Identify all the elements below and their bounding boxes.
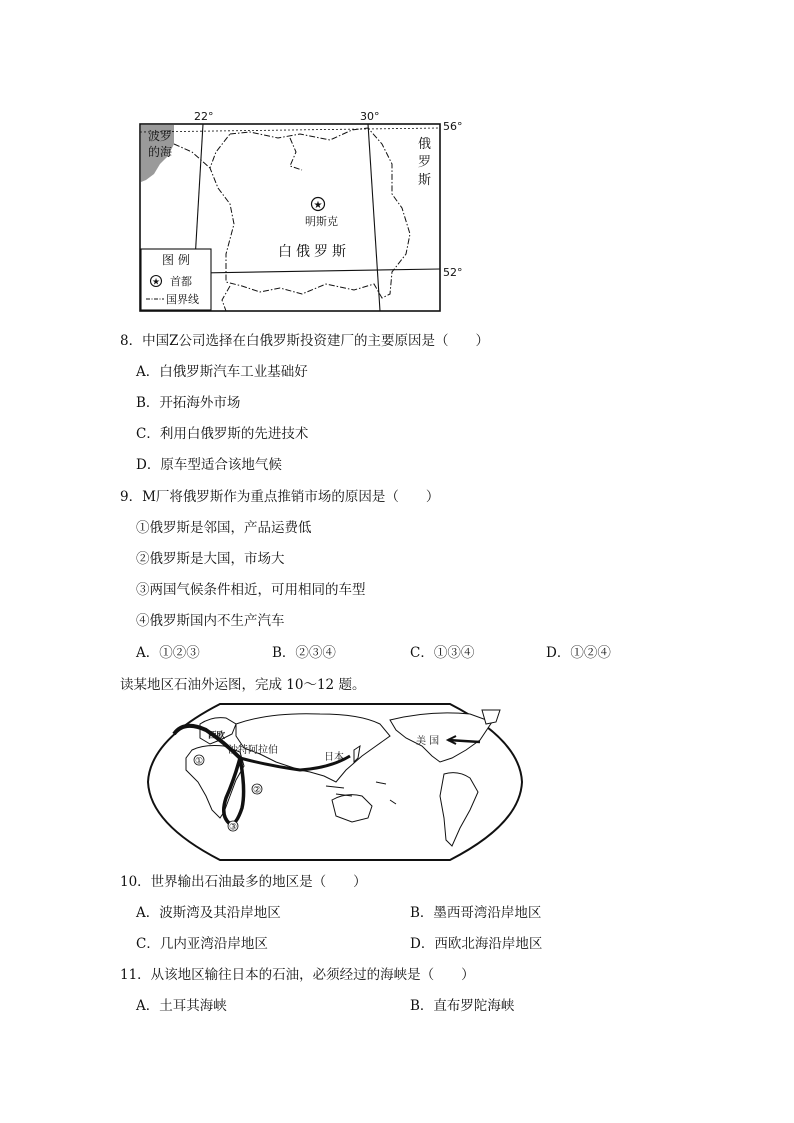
route-marker-2 [252, 784, 262, 796]
q8-option-b: B．开拓海外市场 [136, 395, 241, 411]
japan-label: 日本 [324, 752, 344, 763]
q9-option-d: D．①②④ [546, 645, 611, 661]
belarus-map [130, 104, 475, 314]
q11-stem: 11．从该地区输往日本的石油，必须经过的海峡是（ ） [120, 967, 475, 983]
q11-option-b: B．直布罗陀海峡 [410, 998, 515, 1014]
route-marker-3 [228, 821, 238, 833]
q10-option-d: D．西欧北海沿岸地区 [410, 936, 543, 952]
lat-52-label: 52° [443, 266, 463, 279]
capital-star-icon [312, 198, 325, 212]
lon-30-label: 30° [360, 110, 380, 123]
q10-stem: 10．世界输出石油最多的地区是（ ） [120, 874, 367, 890]
legend-title: 图 例 [162, 253, 190, 267]
saudi-arabia-label: 沙特阿拉伯 [228, 745, 278, 756]
russia-label-1: 俄 [418, 137, 432, 152]
svg-text:★: ★ [151, 277, 161, 288]
q10-option-b: B．墨西哥湾沿岸地区 [410, 905, 542, 921]
route-marker-1 [194, 755, 204, 767]
legend-capital-label: 首都 [170, 275, 192, 288]
baltic-sea-label-1: 波罗 [148, 129, 173, 143]
q9-option-c: C．①③④ [410, 645, 475, 661]
russia-label-2: 罗 [418, 155, 432, 170]
legend-border-label: 国界线 [166, 293, 199, 306]
baltic-sea-label-2: 的海 [148, 145, 173, 159]
q8-option-c: C．利用白俄罗斯的先进技术 [136, 426, 309, 442]
q9-item-1: ①俄罗斯是邻国，产品运费低 [136, 520, 312, 536]
intro-text: 读某地区石油外运图，完成 10～12 题。 [120, 677, 366, 693]
svg-text:★: ★ [313, 200, 323, 211]
west-europe-label: 西欧 [208, 731, 226, 741]
world-oil-map [140, 700, 530, 866]
lat-56-label: 56° [443, 120, 463, 133]
capital-label: 明斯克 [305, 215, 338, 228]
q11-option-a: A．土耳其海峡 [136, 998, 227, 1014]
usa-label: 美 国 [416, 736, 440, 747]
q9-option-b: B．②③④ [272, 645, 336, 661]
svg-text:②: ② [252, 785, 262, 796]
legend-star-icon [151, 276, 162, 288]
q9-option-a: A．①②③ [136, 645, 200, 661]
q8-option-d: D．原车型适合该地气候 [136, 457, 282, 473]
q9-item-4: ④俄罗斯国内不生产汽车 [136, 613, 285, 629]
country-label: 白俄罗斯 [278, 244, 350, 260]
lon-22-label: 22° [194, 110, 214, 123]
q10-option-c: C．几内亚湾沿岸地区 [136, 936, 268, 952]
q9-stem: 9．M厂将俄罗斯作为重点推销市场的原因是（ ） [120, 489, 440, 505]
russia-label-3: 斯 [418, 173, 432, 188]
svg-text:③: ③ [228, 822, 238, 833]
svg-text:①: ① [194, 756, 204, 767]
q8-stem: 8．中国Z公司选择在白俄罗斯投资建厂的主要原因是（ ） [120, 333, 489, 349]
q8-option-a: A．白俄罗斯汽车工业基础好 [136, 364, 308, 380]
q10-option-a: A．波斯湾及其沿岸地区 [136, 905, 281, 921]
q9-item-3: ③两国气候条件相近，可用相同的车型 [136, 582, 366, 598]
q9-item-2: ②俄罗斯是大国，市场大 [136, 551, 285, 567]
